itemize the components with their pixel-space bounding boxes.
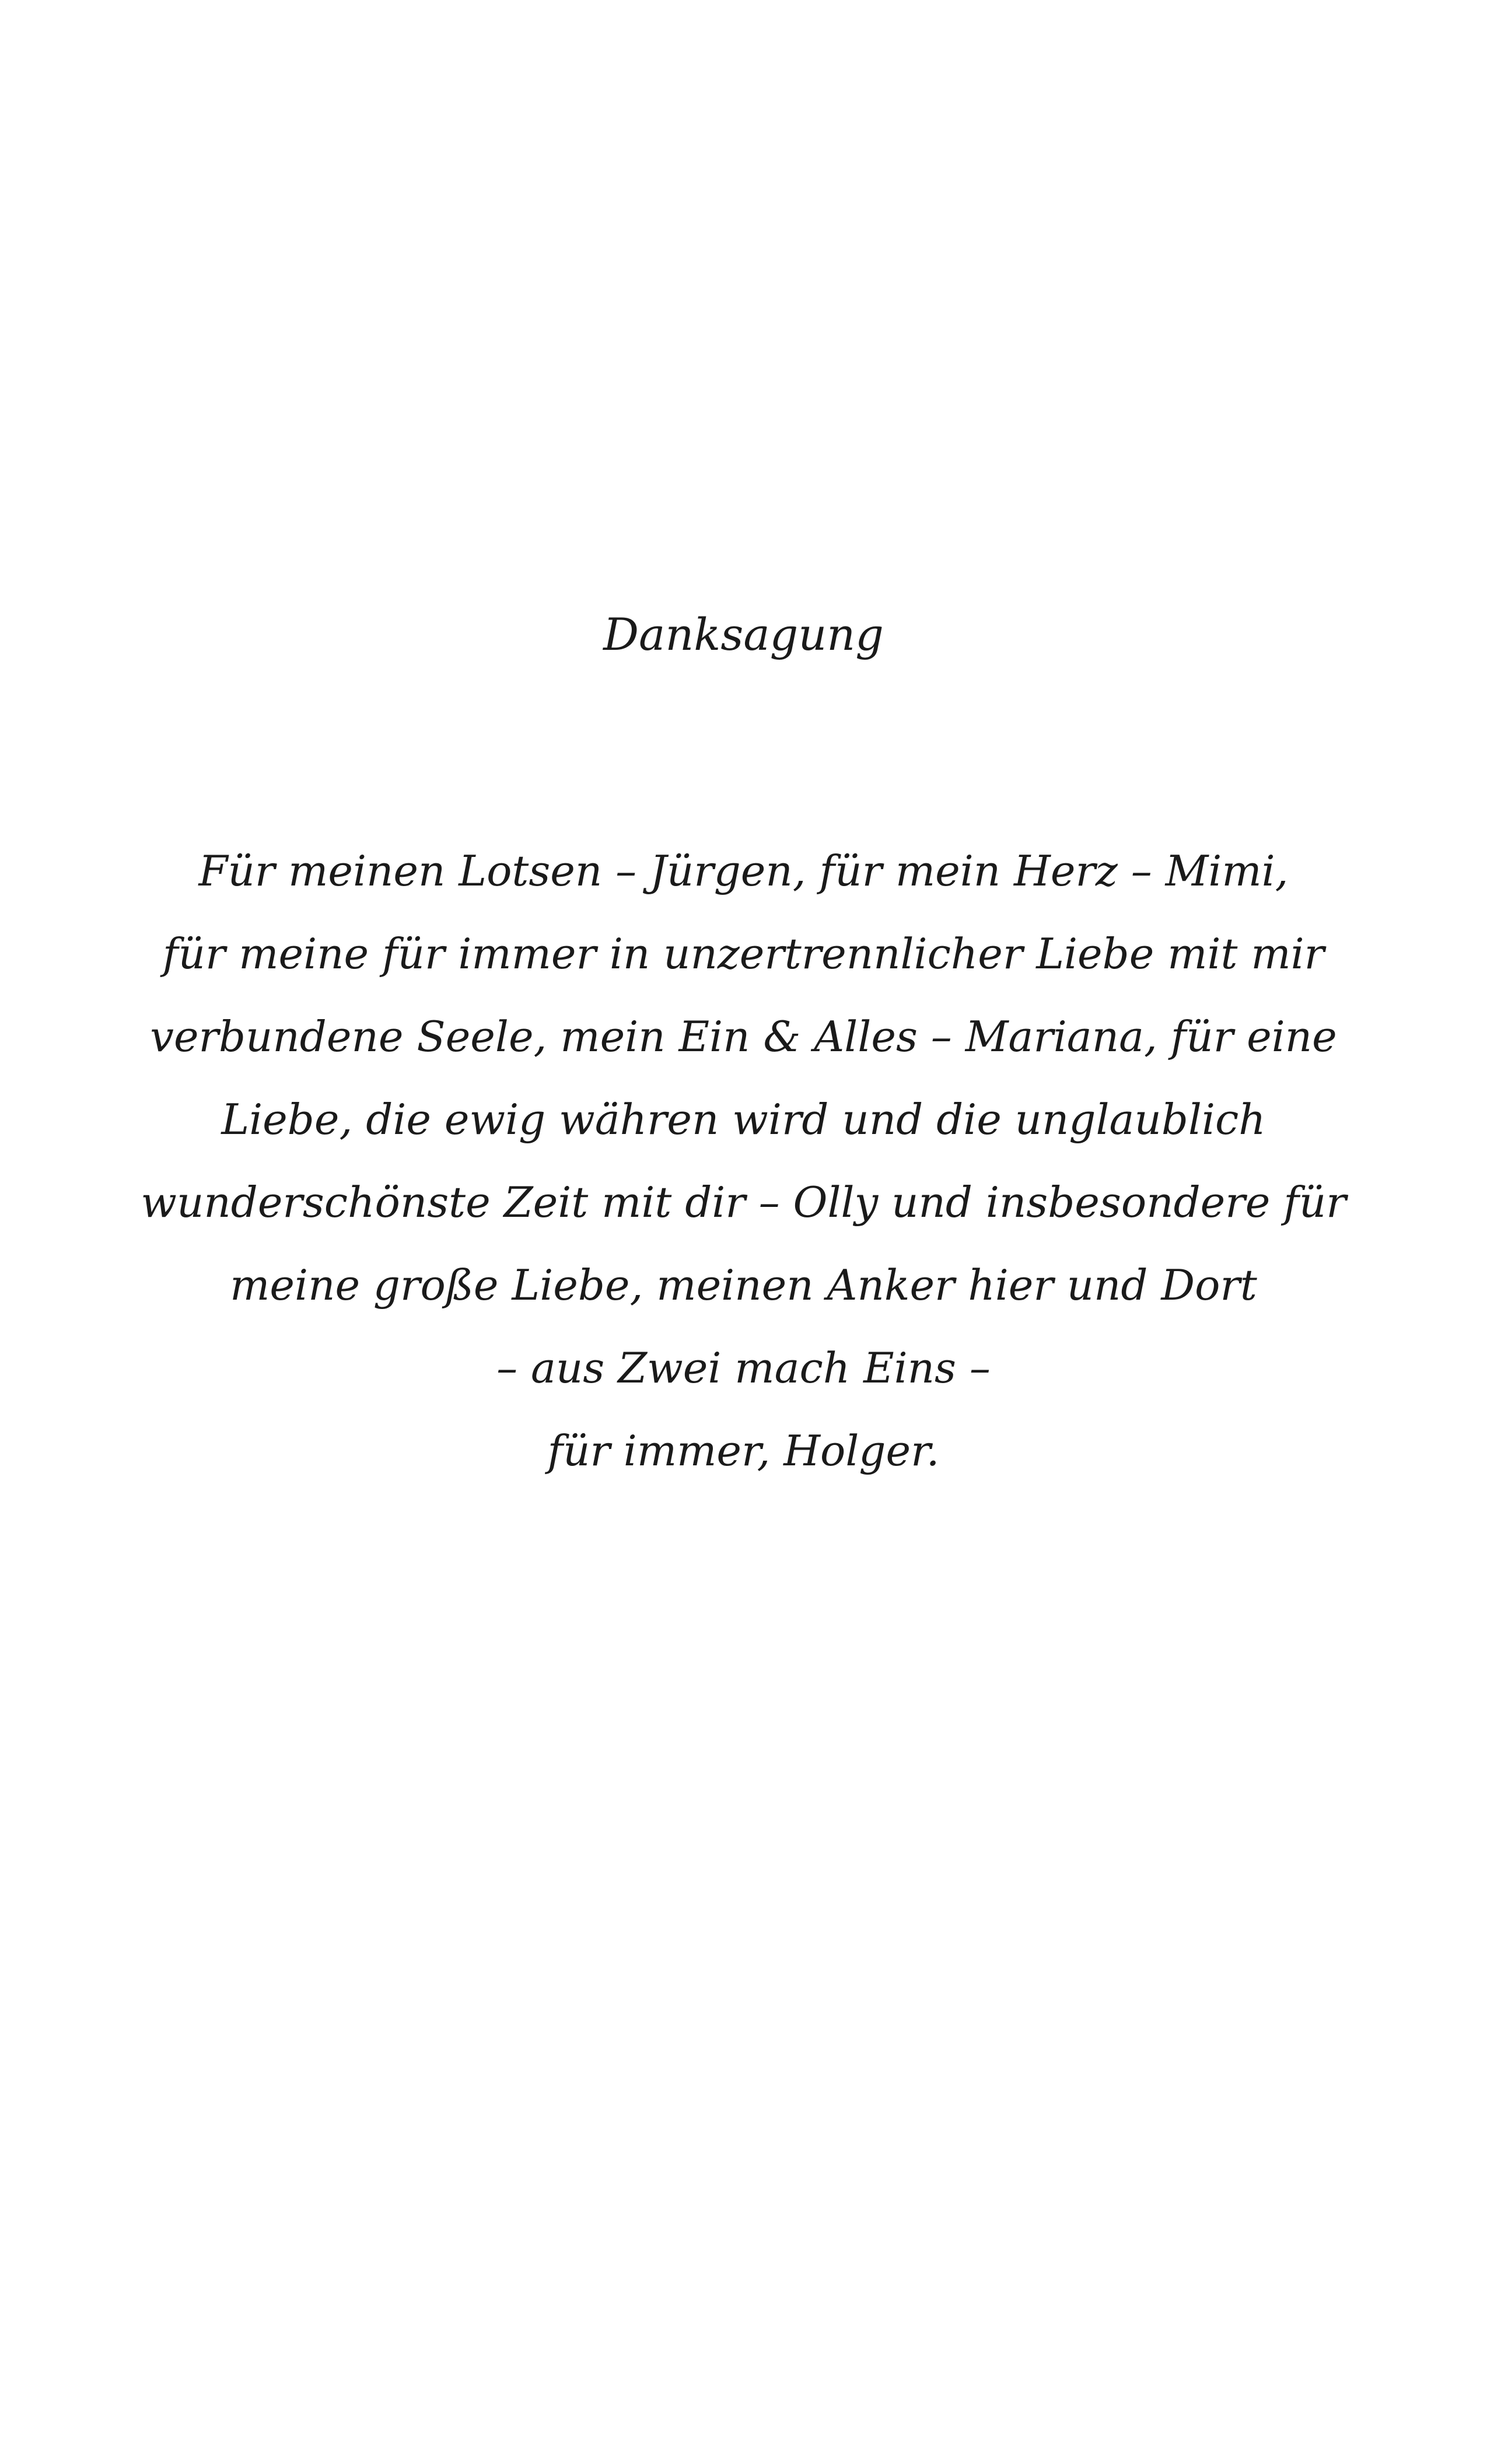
dedication-line: für meine für immer in unzertrennlicher Liebe mit mir [162,929,1325,978]
dedication-line: – aus Zwei mach Eins – [496,1343,991,1392]
dedication-line: wunderschönste Zeit mit dir – Olly und insbesondere für [141,1178,1346,1227]
dedication-line: verbundene Seele, mein Ein & Alles – Mariana, für eine [150,1012,1337,1061]
page-heading: Danksagung [603,608,884,660]
dedication-line: für immer, Holger. [547,1426,940,1475]
dedication-text [0,830,1487,1492]
dedication-line: meine große Liebe, meinen Anker hier und Dort [230,1261,1257,1310]
dedication-line: Liebe, die ewig währen wird und die unglaublich [221,1095,1266,1144]
dedication-line: Für meinen Lotsen – Jürgen, für mein Herz – Mimi, [198,846,1289,895]
